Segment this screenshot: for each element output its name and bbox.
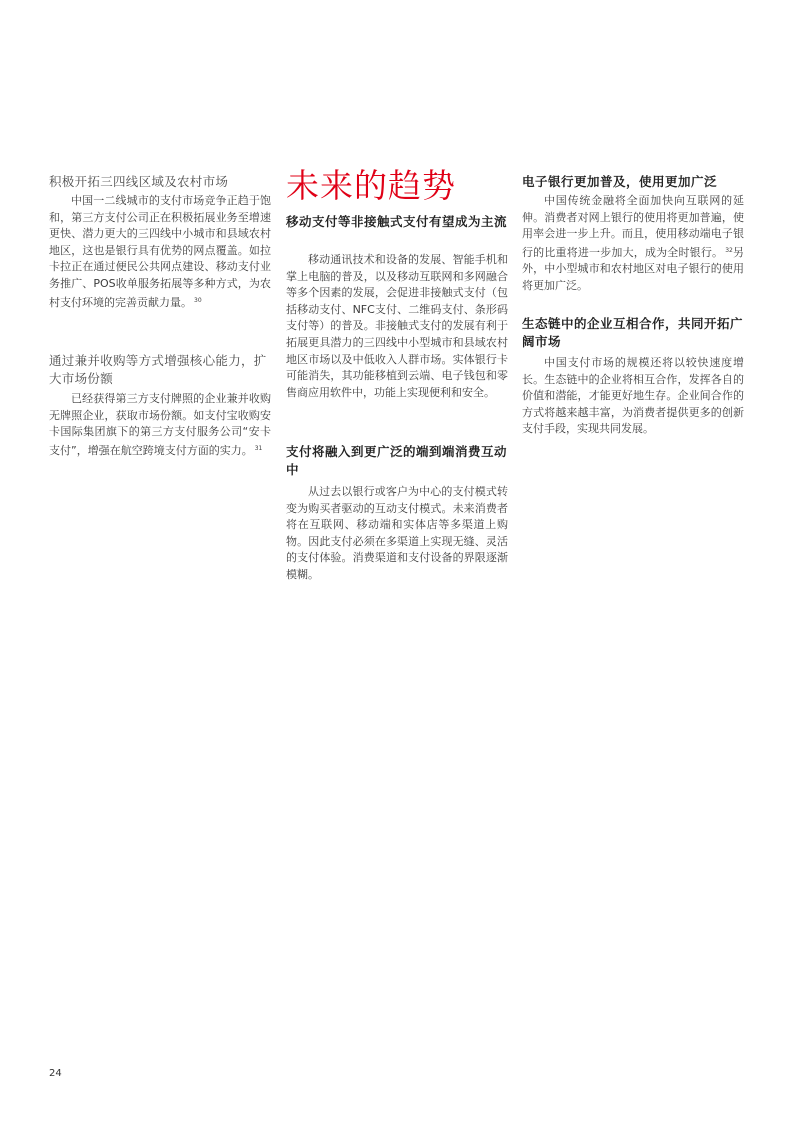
paragraph-rural-markets [49,193,271,311]
paragraph-e-banking-text-b: 另外，中小型城市和农村地区对电子银行的使用将更加广泛。 [522,245,745,292]
heading-ecosystem: 生态链中的企业互相合作，共同开拓广阔市场 [522,316,744,349]
page-title: 未来的趋势 [286,166,456,205]
footnote-32: 32 [725,246,733,254]
paragraph-e-banking-text-a: 中国传统金融将全面加快向互联网的延伸。消费者对网上银行的使用将更加普遍，使用率会进一步上升。而且，使用移动端电子银行的比重将进一步加大，成为全时银行。 [522,194,744,259]
footnote-30: 30 [194,296,202,304]
footnote-31: 31 [254,444,263,452]
heading-contactless: 移动支付等非接触式支付有望成为主流 [286,214,508,229]
paragraph-mergers-text: 已经获得第三方支付牌照的企业兼并收购无牌照企业，获取市场份额。如支付宝收购安卡国际集团旗下的第三方支付服务公司“安卡支付”，增强在航空跨境支付方面的实力。 [49,392,271,457]
paragraph-rural-markets-text: 中国一二线城市的支付市场竞争正趋于饱和，第三方支付公司正在积极拓展业务至增速更快、潜力更大的三四线中小城市和县域农村地区，这也是银行具有优势的网点覆盖。如拉卡拉正在通过便民公共网点建设、移动支付业务推广、POS收单服务拓展等多种方式，为农村支付环境的完善贡献力量。 [49,194,271,309]
paragraph-ecosystem: 中国支付市场的规模还将以较快速度增长。生态链中的企业将相互合作，发挥各自的价值和潜能，才能更好地生存。企业间合作的方式将越来越丰富，为消费者提供更多的创新支付手段，实现共同发展。 [522,356,744,436]
paragraph-contactless: 移动通讯技术和设备的发展、智能手机和掌上电脑的普及，以及移动互联网和多网融合等多个因素的发展，会促进非接触式支付（包括移动支付、NFC支付、二维码支付、条形码支付等）的普及。非接触式支付的发展有利于拓展更具潜力的三四线中小型城市和县域农村地区市场以及中低收入人群市场。实体银行卡可能消失，其功能移植到云端、电子钱包和零售商应用软件中，功能上实现便利和安全。 [286,253,508,399]
paragraph-end-to-end: 从过去以银行或客户为中心的支付模式转变为购买者驱动的互动支付模式。未来消费者将在互联网、移动端和实体店等多渠道上购物。因此支付必须在多渠道上实现无缝、灵活的支付体验。消费渠道和支付设备的界限逐渐模糊。 [286,485,508,581]
paragraph-e-banking [522,193,744,295]
paragraph-mergers [49,391,271,459]
heading-end-to-end: 支付将融入到更广泛的端到端消费互动中 [286,444,508,477]
heading-rural-markets: 积极开拓三四线区域及农村市场 [49,174,229,189]
heading-e-banking: 电子银行更加普及，使用更加广泛 [522,174,718,189]
heading-mergers: 通过兼并收购等方式增强核心能力，扩大市场份额 [49,353,267,386]
page-number: 24 [49,1068,62,1079]
